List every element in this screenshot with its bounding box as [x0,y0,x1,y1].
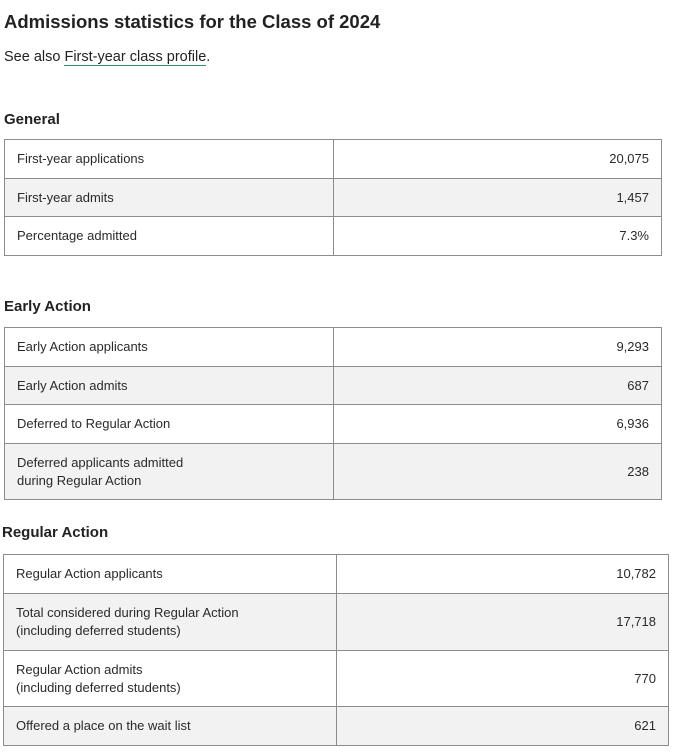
row-value: 6,936 [333,405,661,444]
row-label [4,651,337,707]
row-value: 1,457 [333,179,661,217]
row-label: Early Action applicants [5,328,334,367]
row-label-line2: during Regular Action [17,472,142,488]
table-row [5,367,662,405]
table-row [4,555,669,594]
intro-suffix: . [206,49,211,65]
row-value: 10,782 [336,555,668,594]
table-row [5,328,662,367]
row-value: 20,075 [333,140,661,179]
row-label: First-year applications [5,140,334,179]
row-label-line1: Total considered during Regular Action [16,605,239,620]
regular-action-table [3,554,669,746]
intro-text [4,49,210,65]
table-row [4,707,669,746]
table-row [5,405,662,444]
row-value: 621 [336,707,668,746]
row-value: 687 [333,367,661,405]
table-row [4,594,669,651]
section-heading-regular-action: Regular Action [2,524,109,541]
row-label-line1: Deferred applicants admitted [17,454,184,470]
row-label: Regular Action applicants [4,555,337,594]
table-row [5,444,662,500]
table-row [5,179,662,217]
class-profile-link[interactable]: First-year class profile [64,49,207,65]
row-value: 9,293 [333,328,661,367]
row-value: 7.3% [333,217,661,256]
row-label-line2: (including deferred students) [16,679,181,695]
row-label: Early Action admits [5,367,334,405]
row-label [5,444,334,500]
row-label: Offered a place on the wait list [4,707,337,746]
row-value: 770 [336,651,668,707]
intro-prefix: See also [4,49,65,65]
row-label-line2: (including deferred students) [16,623,181,638]
row-label: First-year admits [5,179,334,217]
table-row [4,651,669,707]
row-label [4,594,337,651]
section-heading-early-action: Early Action [4,298,91,315]
page-title: Admissions statistics for the Class of 2024 [4,11,381,32]
row-label: Deferred to Regular Action [5,405,334,444]
section-heading-general: General [4,111,60,128]
early-action-table [4,327,662,500]
general-table [4,139,662,256]
row-label-line1: Regular Action admits [16,661,143,677]
table-row [5,140,662,179]
row-label: Percentage admitted [5,217,334,256]
row-value: 17,718 [336,594,668,651]
row-value: 238 [333,444,661,500]
table-row [5,217,662,256]
